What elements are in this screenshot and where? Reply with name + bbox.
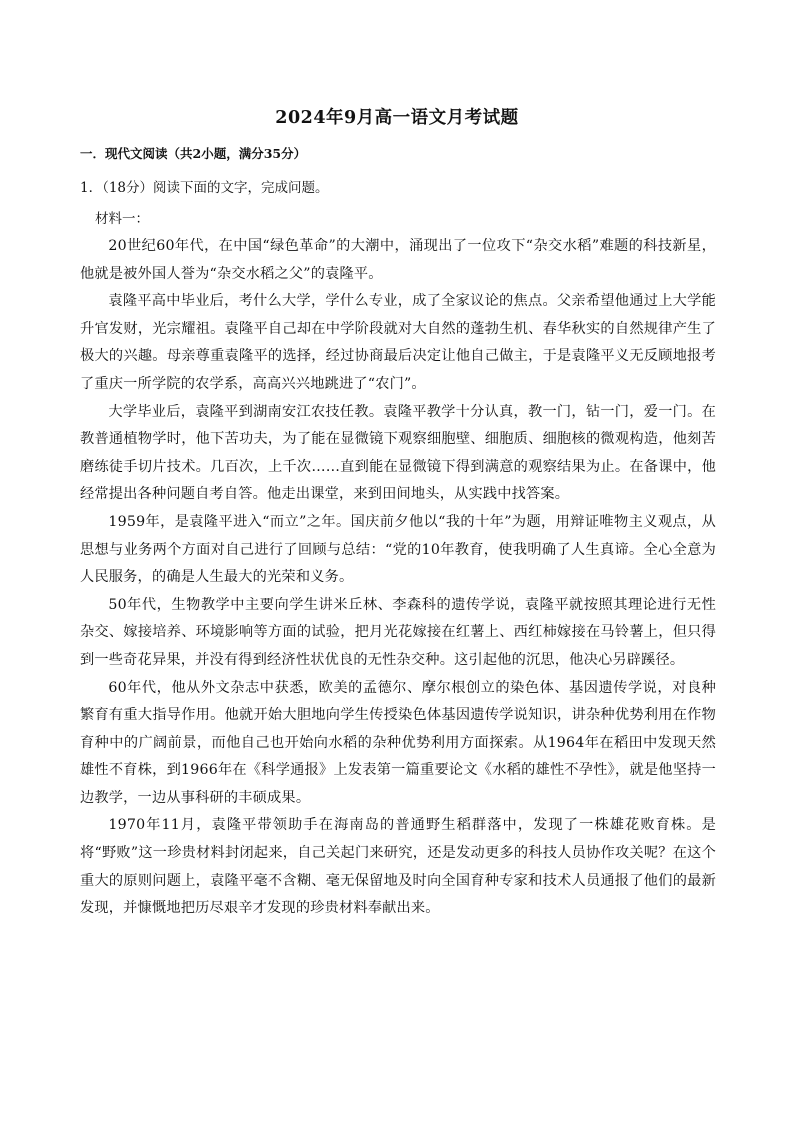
- paragraph: 袁隆平高中毕业后，考什么大学，学什么专业，成了全家议论的焦点。父亲希望他通过上大学能升官发财，光宗耀祖。袁隆平自己却在中学阶段就对大自然的蓬勃生机、春华秋实的自然规律产生了极大的兴趣。母亲尊重袁隆平的选择，经过协商最后决定让他自己做主，于是袁隆平义无反顾地报考了重庆一所学院的农学系，高高兴兴地跳进了“农门”。: [80, 293, 716, 392]
- paragraph: 50年代，生物教学中主要向学生讲米丘林、李森科的遗传学说，袁隆平就按照其理论进行无性杂交、嫁接培养、环境影响等方面的试验，把月光花嫁接在红薯上、西红柿嫁接在马铃薯上，但只得到一些奇花异果，并没有得到经济性状优良的无性杂交种。这引起他的沉思，他决心另辟蹊径。: [80, 596, 716, 668]
- section-heading: 一．现代文阅读（共2小题，满分35分）: [80, 146, 307, 161]
- paragraph: 大学毕业后，袁隆平到湖南安江农技任教。袁隆平教学十分认真，教一门，钻一门，爱一门。在教普通植物学时，他下苦功夫，为了能在显微镜下观察细胞壁、细胞质、细胞核的微观构造，他刻苦磨练徒手切片技术。几百次，上千次……直到能在显微镜下得到满意的观察结果为止。在备课中，他经常提出各种问题自考自答。他走出课堂，来到田间地头，从实践中找答案。: [80, 403, 716, 503]
- paragraph: 1959年，是袁隆平进入“而立”之年。国庆前夕他以“我的十年”为题，用辩证唯物主义观点，从思想与业务两个方面对自己进行了回顾与总结：“党的10年教育，使我明确了人生真谛。全心全意为人民服务，的确是人生最大的光荣和义务。: [80, 513, 716, 586]
- material-label: 材料一：: [95, 211, 149, 227]
- page-title: 2024年9月高一语文月考试题: [275, 108, 519, 128]
- paragraph: 20世纪60年代，在中国“绿色革命”的大潮中，涌现出了一位攻下“杂交水稻”难题的科技新星，他就是被外国人誉为“杂交水稻之父”的袁隆平。: [80, 238, 716, 282]
- paragraph: 60年代，他从外文杂志中获悉，欧美的孟德尔、摩尔根创立的染色体、基因遗传学说，对良种繁育有重大指导作用。他就开始大胆地向学生传授染色体基因遗传学说知识，讲杂种优势利用在作物育种中的广阔前景，而他自己也开始向水稻的杂种优势利用方面探索。从1964年在稻田中发现天然雄性不育株，到1966年在《科学通报》上发表第一篇重要论文《水稻的雄性不孕性》，就是他坚持一边教学，一边从事科研的丰硕成果。: [80, 679, 716, 806]
- passage-body: [80, 233, 716, 923]
- paragraph: 1970年11月，袁隆平带领助手在海南岛的普通野生稻群落中，发现了一株雄花败育株。是将“野败”这一珍贵材料封闭起来，自己关起门来研究，还是发动更多的科技人员协作攻关呢？在这个重大的原则问题上，袁隆平毫不含糊、毫无保留地及时向全国育种专家和技术人员通报了他们的最新发现，并慷慨地把历尽艰辛才发现的珍贵材料奉献出来。: [80, 817, 716, 917]
- question-stem: 1．（18分）阅读下面的文字，完成问题。: [80, 180, 329, 196]
